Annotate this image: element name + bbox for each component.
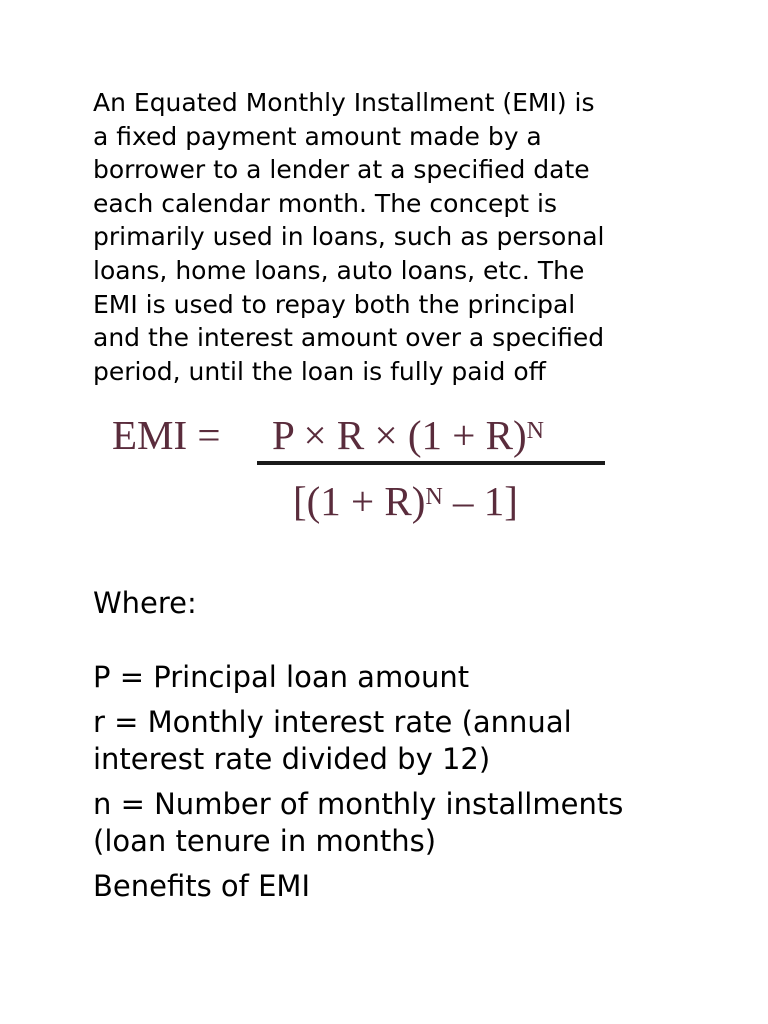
definition-item (93, 659, 733, 696)
intro-line: loans, home loans, auto loans, etc. The (93, 255, 585, 285)
definition-line: r = Monthly interest rate (annual (93, 705, 572, 739)
definition-item (93, 704, 733, 778)
intro-line: and the interest amount over a specified (93, 323, 605, 353)
denominator-open: [(1 + R) (293, 478, 426, 524)
numerator-exponent: N (526, 418, 544, 444)
intro-line: borrower to a lender at a specified date (93, 155, 590, 185)
intro-line: EMI is used to repay both the principal (93, 289, 576, 319)
formula-denominator (293, 477, 518, 525)
fraction-bar (257, 461, 605, 465)
definition-line: Benefits of EMI (93, 869, 310, 903)
intro-paragraph (93, 86, 693, 388)
denominator-close: – 1] (442, 478, 518, 524)
formula-numerator (272, 411, 544, 459)
where-heading: Where: (93, 586, 197, 620)
intro-line: a fixed payment amount made by a (93, 121, 542, 151)
intro-line: period, until the loan is fully paid off (93, 356, 546, 386)
intro-line: primarily used in loans, such as personal (93, 222, 605, 252)
definition-item (93, 786, 733, 860)
definition-line: interest rate divided by 12) (93, 742, 491, 776)
intro-line: each calendar month. The concept is (93, 188, 557, 218)
denominator-exponent: N (425, 484, 443, 510)
emi-formula (112, 405, 632, 535)
benefits-heading (93, 868, 733, 905)
definition-line: n = Number of monthly installments (93, 787, 624, 821)
definition-line: P = Principal loan amount (93, 660, 470, 694)
intro-line: An Equated Monthly Installment (EMI) is (93, 88, 595, 117)
formula-lhs: EMI = (112, 412, 221, 458)
definition-line: (loan tenure in months) (93, 824, 437, 858)
numerator-text: P × R × (1 + R) (272, 412, 527, 458)
definitions-section (93, 585, 733, 913)
